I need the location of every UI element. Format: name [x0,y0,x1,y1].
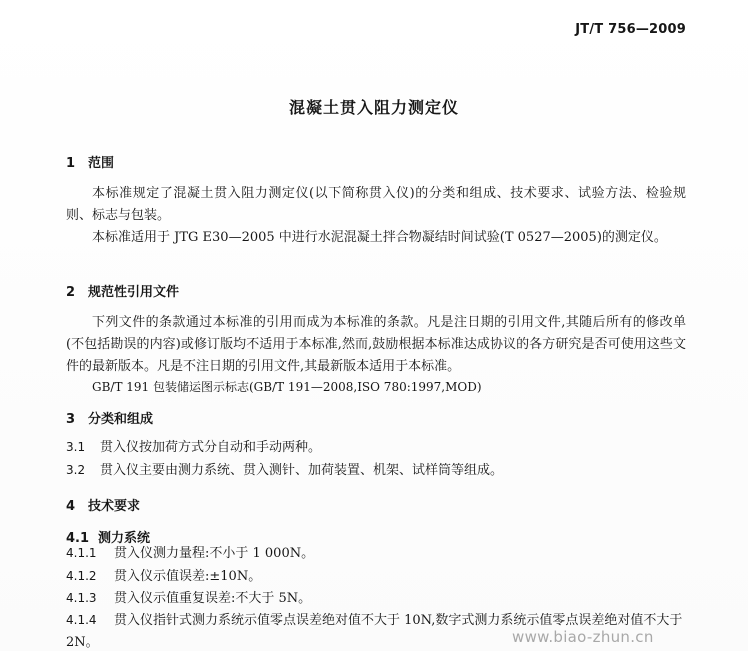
clause-3-1 [66,436,686,459]
section-1-paragraph-2: 本标准适用于 JTG E30—2005 中进行水泥混凝土拌合物凝结时间试验(T 0527—2005)的测定仪。 [92,230,667,245]
clause-text: 贯入仪指针式测力系统示值零点误差绝对值不大于 10N,数字式测力系统示值零点误差绝对值不大于 2N。 [66,613,683,650]
clause-text: 贯入仪测力量程:不小于 1 000N。 [114,546,315,561]
site-watermark: www.biao-zhun.cn [512,628,654,646]
clause-text: 贯入仪示值误差:±10N。 [114,569,262,584]
clause-4-1-3 [66,587,686,610]
clause-number: 4.1.4 [66,613,97,627]
section-title: 技术要求 [88,499,141,514]
clause-number: 3.1 [66,440,86,454]
section-2-heading [66,281,179,300]
section-number: 2 [66,285,76,300]
section-title: 规范性引用文件 [88,285,180,300]
document-title: 混凝土贯入阻力测定仪 [288,98,459,117]
clause-text: 贯入仪主要由测力系统、贯入测针、加荷装置、机架、试样筒等组成。 [100,463,504,478]
section-1-paragraph-1: 本标准规定了混凝土贯入阻力测定仪(以下简称贯入仪)的分类和组成、技术要求、试验方法、检验规则、标志与包装。 [66,186,686,223]
section-number: 3 [66,412,76,427]
clause-text: 贯入仪按加荷方式分自动和手动两种。 [100,440,322,455]
section-title: 分类和组成 [88,412,154,427]
clause-3-2 [66,459,686,482]
clause-4-1-1 [66,542,686,565]
clause-number: 3.2 [66,463,86,477]
subsection-title: 测力系统 [98,531,151,546]
clause-number: 4.1.2 [66,569,97,583]
clause-number: 4.1.3 [66,591,97,605]
section-number: 4 [66,499,76,514]
standard-code-header: JT/T 756—2009 [575,22,686,37]
section-2-paragraph-1: 下列文件的条款通过本标准的引用而成为本标准的条款。凡是注日期的引用文件,其随后所有的修改单(不包括勘误的内容)或修订版均不适用于本标准,然而,鼓励根据本标准达成协议的各方研究是否可使用这些文件的最新版本。凡是不注日期的引用文件,其最新版本适用于本标准。 [66,315,686,374]
clause-text: 贯入仪示值重复误差:不大于 5N。 [114,591,312,606]
section-number: 1 [66,156,76,171]
subsection-number: 4.1 [66,531,90,546]
clause-4-1-2 [66,565,686,588]
section-1-heading [66,152,114,171]
clause-number: 4.1.1 [66,546,97,560]
section-4-heading [66,495,140,514]
section-title: 范围 [88,156,115,171]
normative-reference-gb-t-191: GB/T 191 包装储运图示标志(GB/T 191—2008,ISO 780:1997,MOD) [92,380,482,394]
section-3-heading [66,408,153,427]
